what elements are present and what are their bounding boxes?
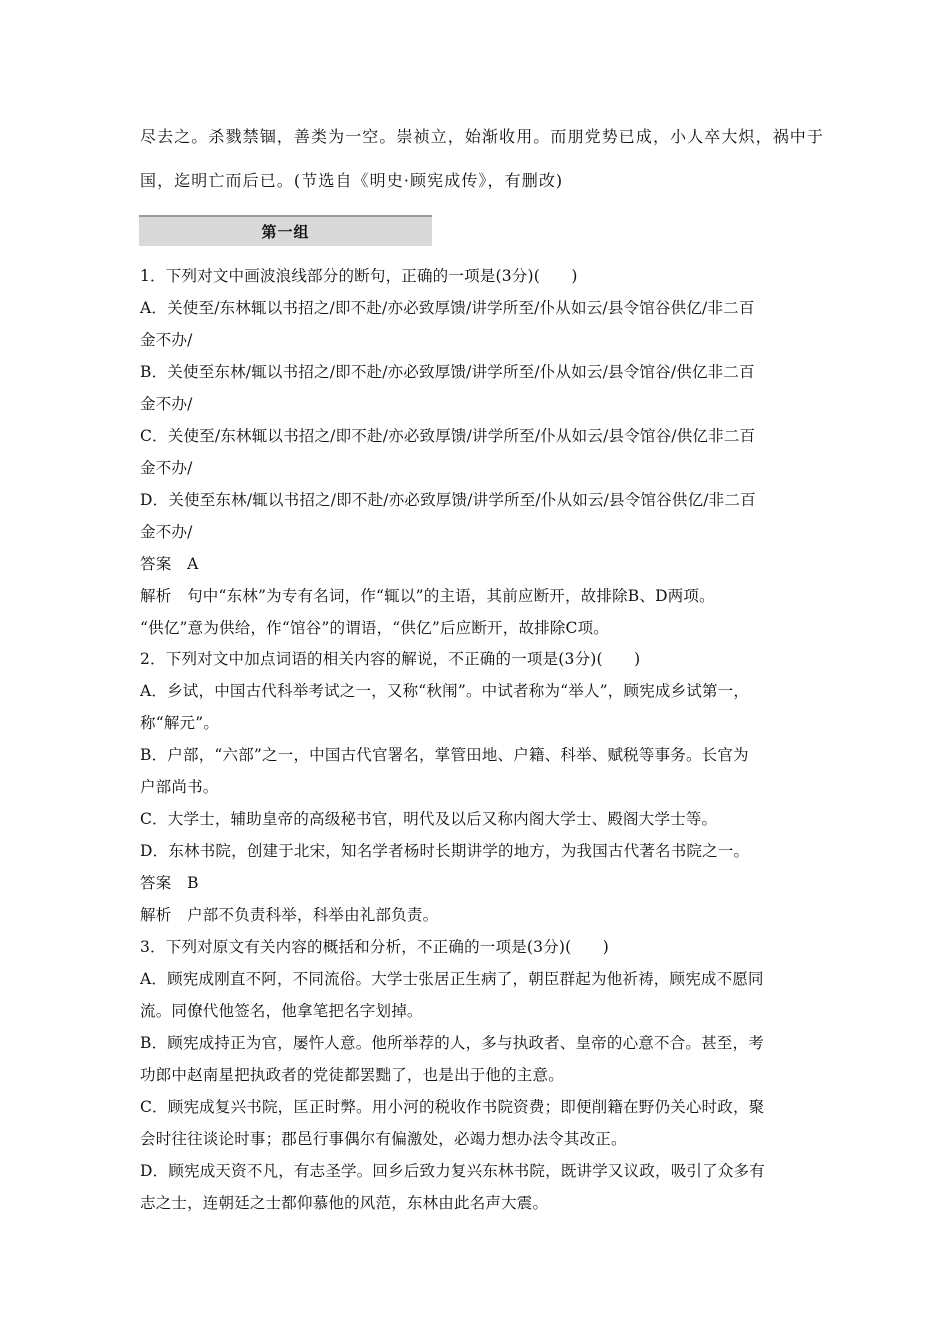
group-title: 第一组 (261, 223, 310, 241)
question-3-stem: 3．下列对原文有关内容的概括和分析，不正确的一项是(3分)( ) (140, 938, 610, 956)
question-2-option-a: A．乡试，中国古代科举考试之一，又称“秋闱”。中试者称为“举人”，顾宪成乡试第一， (140, 682, 750, 700)
question-3-option-d: D．顾宪成天资不凡，有志圣学。回乡后致力复兴东林书院，既讲学又议政，吸引了众多有 (140, 1162, 765, 1180)
question-2-option-d: D．东林书院，创建于北宋，知名学者杨时长期讲学的地方，为我国古代著名书院之一。 (140, 842, 750, 860)
question-2-option-c: C．大学士，辅助皇帝的高级秘书官，明代及以后又称内阁大学士、殿阁大学士等。 (140, 810, 718, 828)
question-1-answer: 答案 A (140, 555, 199, 573)
question-1-option-d-cont: 金不办/ (140, 523, 193, 541)
question-3-option-b: B．顾宪成持正为官，屡忤人意。他所举荐的人，多与执政者、皇帝的心意不合。甚至，考 (140, 1034, 764, 1052)
passage-line-1: 尽去之。杀戮禁锢，善类为一空。崇祯立，始渐收用。而朋党势已成，小人卒大炽，祸中于 (140, 127, 825, 146)
question-3-option-b-cont: 功郎中赵南星把执政者的党徒都罢黜了，也是出于他的主意。 (140, 1066, 564, 1084)
question-1-option-c-cont: 金不办/ (140, 459, 193, 477)
question-3-option-c: C．顾宪成复兴书院，匡正时弊。用小河的税收作书院资费；即便削籍在野仍关心时政，聚 (140, 1098, 765, 1116)
question-2-option-b: B．户部，“六部”之一，中国古代官署名，掌管田地、户籍、科举、赋税等事务。长官为 (140, 746, 749, 764)
question-1-option-d: D．关使至东林/辄以书招之/即不赴/亦必致厚馈/讲学所至/仆从如云/县令馆谷供亿/非二百 (140, 491, 756, 509)
question-3-option-a: A．顾宪成刚直不阿，不同流俗。大学士张居正生病了，朝臣群起为他祈祷，顾宪成不愿同 (140, 970, 764, 988)
question-2-stem: 2．下列对文中加点词语的相关内容的解说，不正确的一项是(3分)( ) (140, 650, 641, 668)
question-3-option-a-cont: 流。同僚代他签名，他拿笔把名字划掉。 (140, 1002, 423, 1020)
question-1-option-b: B．关使至东林/辄以书招之/即不赴/亦必致厚馈/讲学所至/仆从如云/县令馆谷/供亿非二百 (140, 363, 755, 381)
question-3-option-d-cont: 志之士，连朝廷之士都仰慕他的风范，东林由此名声大震。 (140, 1194, 549, 1212)
question-1-analysis: 解析 句中“东林”为专有名词，作“辄以”的主语，其前应断开，故排除B、D两项。 (140, 587, 715, 605)
question-1-option-c: C．关使至/东林辄以书招之/即不赴/亦必致厚馈/讲学所至/仆从如云/县令馆谷/供亿非二百 (140, 427, 756, 445)
question-2-option-b-cont: 户部尚书。 (140, 778, 219, 796)
question-3-option-c-cont: 会时往往谈论时事；郡邑行事偶尔有偏激处，必竭力想办法令其改正。 (140, 1130, 627, 1148)
question-1-analysis-cont: “供亿”意为供给，作“馆谷”的谓语，“供亿”后应断开，故排除C项。 (140, 619, 610, 637)
question-1-option-a: A．关使至/东林辄以书招之/即不赴/亦必致厚馈/讲学所至/仆从如云/县令馆谷供亿/非二百 (140, 299, 755, 317)
question-1-option-a-cont: 金不办/ (140, 331, 193, 349)
group-header (139, 215, 432, 246)
question-2-answer: 答案 B (140, 874, 199, 892)
question-1-stem: 1．下列对文中画波浪线部分的断句，正确的一项是(3分)( ) (140, 267, 578, 285)
question-1-option-b-cont: 金不办/ (140, 395, 193, 413)
question-2-analysis: 解析 户部不负责科举，科举由礼部负责。 (140, 906, 439, 924)
passage-line-2: 国，迄明亡而后已。(节选自《明史·顾宪成传》，有删改) (140, 171, 564, 190)
question-2-option-a-cont: 称“解元”。 (140, 714, 220, 732)
